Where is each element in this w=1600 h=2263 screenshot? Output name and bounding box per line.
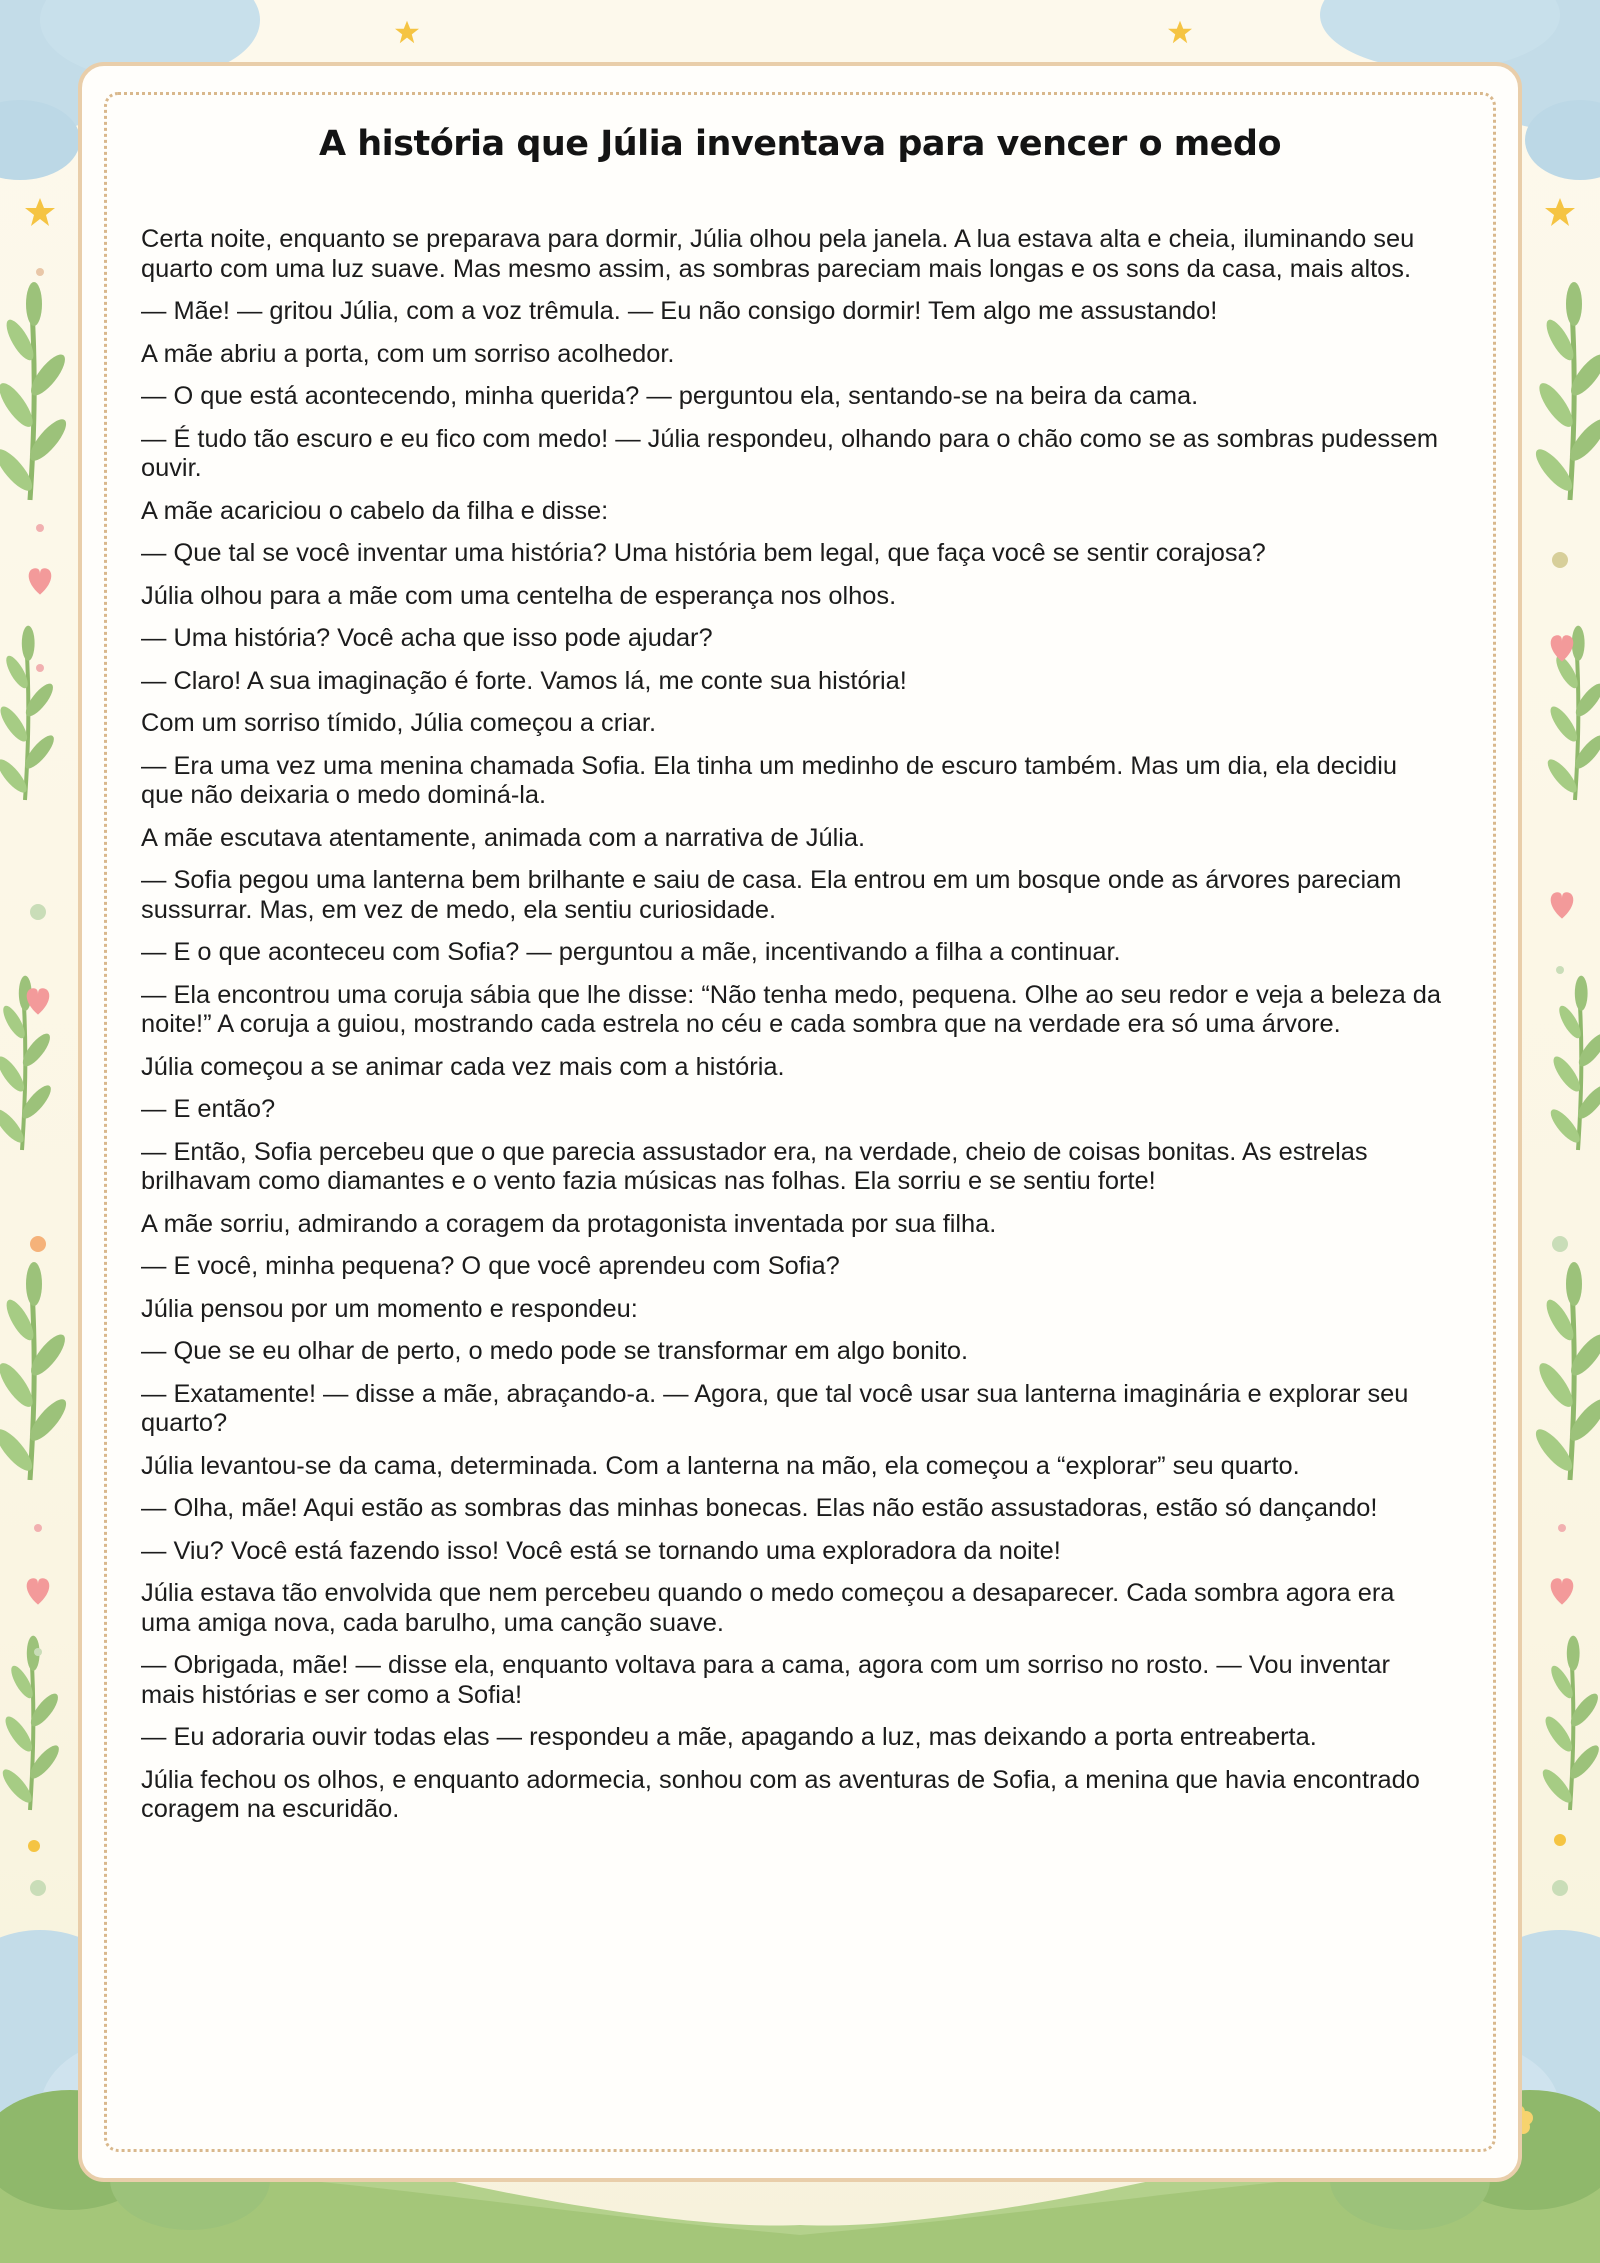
story-paragraph: A mãe acariciou o cabelo da filha e disse: (141, 496, 609, 525)
story-paragraph: — E o que aconteceu com Sofia? — perguntou a mãe, incentivando a filha a continuar. (141, 938, 1121, 966)
story-paragraph: — Eu adoraria ouvir todas elas — respondeu a mãe, apagando a luz, mas deixando a porta entreaberta. (141, 1723, 1317, 1751)
story-paragraph: A mãe sorriu, admirando a coragem da protagonista inventada por sua filha. (141, 1209, 997, 1238)
story-paragraph: — Era uma vez uma menina chamada Sofia. Ela tinha um medinho de escuro também. Mas um dia, ela decidiu que não deixaria o medo dominá-la. (141, 751, 1398, 809)
story-paragraph: A mãe escutava atentamente, animada com a narrativa de Júlia. (141, 823, 866, 852)
story-paragraph: — Mãe! — gritou Júlia, com a voz trêmula. — Eu não consigo dormir! Tem algo me assustando! (141, 297, 1218, 325)
story-paragraph: Certa noite, enquanto se preparava para dormir, Júlia olhou pela janela. A lua estava alta e cheia, iluminando seu quarto com uma luz suave. Mas mesmo assim, as sombras pareciam mais longas e os sons da casa, mais altos. (141, 225, 1415, 283)
story-paragraph: A mãe abriu a porta, com um sorriso acolhedor. (141, 339, 675, 368)
story-text (141, 225, 1441, 1838)
story-paragraph: Júlia levantou-se da cama, determinada. Com a lanterna na mão, ela começou a “explorar” seu quarto. (141, 1451, 1300, 1480)
story-paragraph: Júlia fechou os olhos, e enquanto adormecia, sonhou com as aventuras de Sofia, a menina que havia encontrado coragem na escuridão. (141, 1765, 1420, 1823)
story-paragraph: — Uma história? Você acha que isso pode ajudar? (141, 624, 713, 652)
story-paragraph: — Obrigada, mãe! — disse ela, enquanto voltava para a cama, agora com um sorriso no rosto. — Vou inventar mais histórias e ser como a Sofia! (141, 1651, 1391, 1709)
story-paragraph: — Então, Sofia percebeu que o que parecia assustador era, na verdade, cheio de coisas bonitas. As estrelas brilhavam como diamantes e o vento fazia músicas nas folhas. Ela sorriu e se sentiu forte! (141, 1137, 1368, 1195)
story-paragraph: — Que se eu olhar de perto, o medo pode se transformar em algo bonito. (141, 1337, 969, 1365)
story-paragraph: — Exatamente! — disse a mãe, abraçando-a. — Agora, que tal você usar sua lanterna imaginária e explorar seu quarto? (141, 1379, 1409, 1437)
story-paragraph: Júlia começou a se animar cada vez mais com a história. (141, 1052, 785, 1081)
story-paragraph: Com um sorriso tímido, Júlia começou a criar. (141, 709, 657, 737)
story-paragraph: — Sofia pegou uma lanterna bem brilhante e saiu de casa. Ela entrou em um bosque onde as árvores pareciam sussurrar. Mas, em vez de medo, ela sentiu curiosidade. (141, 866, 1402, 924)
story-paragraph: — É tudo tão escuro e eu fico com medo! — Júlia respondeu, olhando para o chão como se as sombras pudessem ouvir. (141, 424, 1439, 482)
story-paragraph: — Ela encontrou uma coruja sábia que lhe disse: “Não tenha medo, pequena. Olhe ao seu redor e veja a beleza da noite!” A coruja a guiou, mostrando cada estrela no céu e cada sombra que na verdade era só uma árvore. (141, 980, 1441, 1038)
story-paragraph: Júlia estava tão envolvida que nem percebeu quando o medo começou a desaparecer. Cada sombra agora era uma amiga nova, cada barulho, uma canção suave. (141, 1579, 1395, 1637)
story-paragraph: Júlia olhou para a mãe com uma centelha de esperança nos olhos. (141, 581, 897, 610)
story-paragraph: — E então? (141, 1095, 276, 1123)
story-paragraph: — Viu? Você está fazendo isso! Você está se tornando uma exploradora da noite! (141, 1536, 1061, 1565)
story-paragraph: Júlia pensou por um momento e respondeu: (141, 1294, 638, 1323)
story-paragraph: — Olha, mãe! Aqui estão as sombras das minhas bonecas. Elas não estão assustadoras, estão só dançando! (141, 1494, 1378, 1522)
story-paragraph: — Que tal se você inventar uma história? Uma história bem legal, que faça você se sentir corajosa? (141, 539, 1266, 567)
page-title: A história que Júlia inventava para vencer o medo (318, 124, 1281, 164)
story-paragraph: — O que está acontecendo, minha querida? — perguntou ela, sentando-se na beira da cama. (141, 382, 1199, 410)
story-paragraph: — Claro! A sua imaginação é forte. Vamos lá, me conte sua história! (141, 666, 907, 695)
story-paragraph: — E você, minha pequena? O que você aprendeu com Sofia? (141, 1252, 840, 1280)
